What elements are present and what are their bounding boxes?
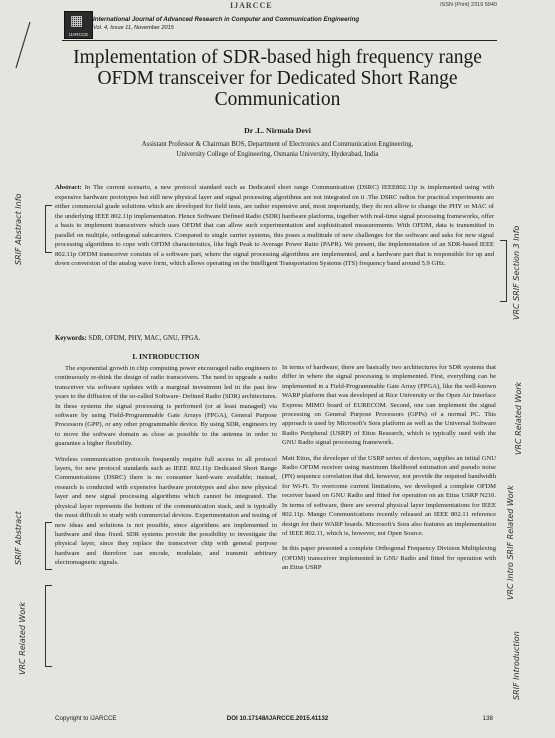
handwritten-note: VRC Related Work <box>18 601 27 675</box>
paragraph: Matt Ettus, the developer of the USRP series of devices, supplies an initial GNU Radio OFDM receiver using maximum likelihood estimation and pseudo noise (PN) sequence correlation that did, however, not provide the required bandwidth for Wi-Fi. To overcome current limitations, we developed a complete OFDM receiver based on GNU Radio and fitted for operation on an Ettus USRP N210. In terms of software, there are several physical layer implementations for IEEE 802.11p. Mango Communications recently released an IEEE 802.11 reference design for their WARP boards. Microsoft's Sora also features an implementation of IEEE 802.11, which is, however, not Open Source. <box>282 454 496 537</box>
keywords-label: Keywords: <box>55 335 87 342</box>
journal-volume: Vol. 4, Issue 11, November 2015 <box>93 25 174 31</box>
logo-text: IJARCCE <box>68 32 89 37</box>
running-tag: IJARCCE <box>230 1 273 10</box>
paragraph: Wireless communication protocols frequently require full access to all protocol layers, for new protocol standards such as IEEE 802.11p Dedicated Short Range Communications (DSRC) there is no consumer hard-ware available; instead, research is conducted with expensive hardware prototypes and also new physical layer and new signal processing algorithms which cannot be integrated. The physical layer represents the bottom of the communication stack, and is typically the most difficult to study with commercial devices. Experimentation and testing of new ideas and solutions is not possible, since algorithms are implemented in hardware and thus fixed. SDR systems provide the possibility to investigate the physical layer, since they replace the transceiver chip with general purpose hardware and therefore can encode, modulate, and transmit arbitrary electromagnetic signals. <box>55 455 277 567</box>
book-icon: ▦ <box>70 14 84 29</box>
paper-title: Implementation of SDR-based high frequency range OFDM transceiver for Dedicated Short Range Communication <box>73 47 482 110</box>
keywords-text: SDR, OFDM, PHY, MAC, GNU, FPGA. <box>86 335 201 342</box>
journal-name: International Journal of Advanced Research in Computer and Communication Engineering <box>93 16 360 23</box>
affiliation-line-2: University College of Engineering, Osmania University, Hyderabad, India <box>176 150 379 158</box>
right-column <box>282 363 496 579</box>
author-name: Dr .L. Nirmala Devi <box>244 126 311 135</box>
handwritten-note: SRIF Abstract <box>14 511 23 565</box>
paragraph: The exponential growth in chip computing power encouraged radio engineers to continuously re-think the design of radio transceivers. The need to upgrade a radio transceiver via software updates with a marginal investment led in the past few years to the diffusion of the so-called Software- Defined Radio (SDR) architectures. In these systems the signal processing is performed (or at least managed) via software by using Field-Programmable Gate Arrays (FPGA), General Purpose Processors (GPP), or any other programmable device. By using SDR, engineers try to move the software domain as close as possible to the antenna in order to guarantee a higher flexibility. <box>55 365 277 448</box>
footer-copyright: Copyright to IJARCCE <box>55 715 117 722</box>
affiliation-line-1: Assistant Professor & Chairman BOS, Department of Electronics and Communication Engineering, <box>141 141 414 148</box>
handwritten-note: VRC Intro SRIF Related Work <box>506 485 515 600</box>
pen-stroke-mark <box>12 20 34 72</box>
section-heading: I. INTRODUCTION <box>132 352 200 361</box>
margin-bracket <box>500 240 507 302</box>
paragraph: In this paper presented a complete Orthogonal Frequency Division Multiplexing (OFDM) transceiver implemented in GNU Radio and fitted for operation with an Ettus USRP <box>282 545 496 572</box>
paragraph: In terms of hardware, there are basically two architectures for SDR systems that differ in where the signal processing is implemented. First, everything can be implemented in a Field-Programmable Gate Array (FPGA), like the well-known WARP platform that was developed at Rice University or the Open Air Interface Express MIMO board of EURECOM. Second, one can implement the signal processing on General Purpose Processors (GPPs) of a normal PC. This approach is used by Microsoft's Sora platform as well as the Universal Software Radio Peripheral (USRP) of Ettus Research, which is typically used with the GNU Radio signal processing framework. <box>282 364 496 447</box>
author-affiliation <box>0 140 555 160</box>
handwritten-note: SRIF Abstract Info <box>14 193 23 265</box>
handwritten-note: VRC Related Work <box>514 381 523 455</box>
footer-doi: DOI 10.17148/IJARCCE.2015.41132 <box>226 715 329 722</box>
left-column <box>55 364 277 574</box>
issn-label: ISSN (Print) 2319 5940 <box>440 2 497 8</box>
margin-bracket <box>45 205 52 253</box>
journal-logo <box>64 11 93 39</box>
handwritten-note: VRC SRIF Section 3 Info <box>512 225 521 320</box>
header-rule <box>62 40 497 41</box>
handwritten-note: SRIF Introduction <box>512 631 521 700</box>
margin-bracket <box>45 585 52 667</box>
footer-page-number: 138 <box>482 715 493 722</box>
abstract <box>55 183 494 269</box>
keywords <box>55 335 200 342</box>
abstract-text: In The current scenario, a new protocol standard such as Dedicated short range Communication (DSRC) IEEE802.11p is implemented using with expensive hardware prototypes but still new physical layer and signal processing algorithms are not integrated on it .The DSRC radios for practical experiments are either commercial grade solutions which are developed for field tests, are rather expensive and, most importantly, they do not allow to change the PHY or MAC of the underlying IEEE 802.11p implementation. Hence Software Defined Radio (SDR) hardware platforms, together with real-time signal processing frameworks, offer a basis to implement transceivers which uses OFDM that can allow such experimentation and sophisticated measurements. With OFDM, data is transmitted in parallel on multiple, orthogonal subcarriers. Compared to single carrier systems, this poses a multitude of new challenges for the software and asks for new signal processing algorithms to cope with OFDM characteristics, like high Peak to Average Power Ratio (PAPR). We present, the implementation of an SDR-based IEEE 802.11p OFDM transceiver consists of a software part, where the signal processing algorithms are implemented, and a hardware part that is responsible for up and down conversion of the analog wave form, which allows operating on the Intelligent Transportation Systems (ITS) frequency band around 5.9 GHz. <box>55 184 494 267</box>
abstract-label: Abstract: <box>55 184 82 191</box>
margin-bracket <box>45 522 52 570</box>
